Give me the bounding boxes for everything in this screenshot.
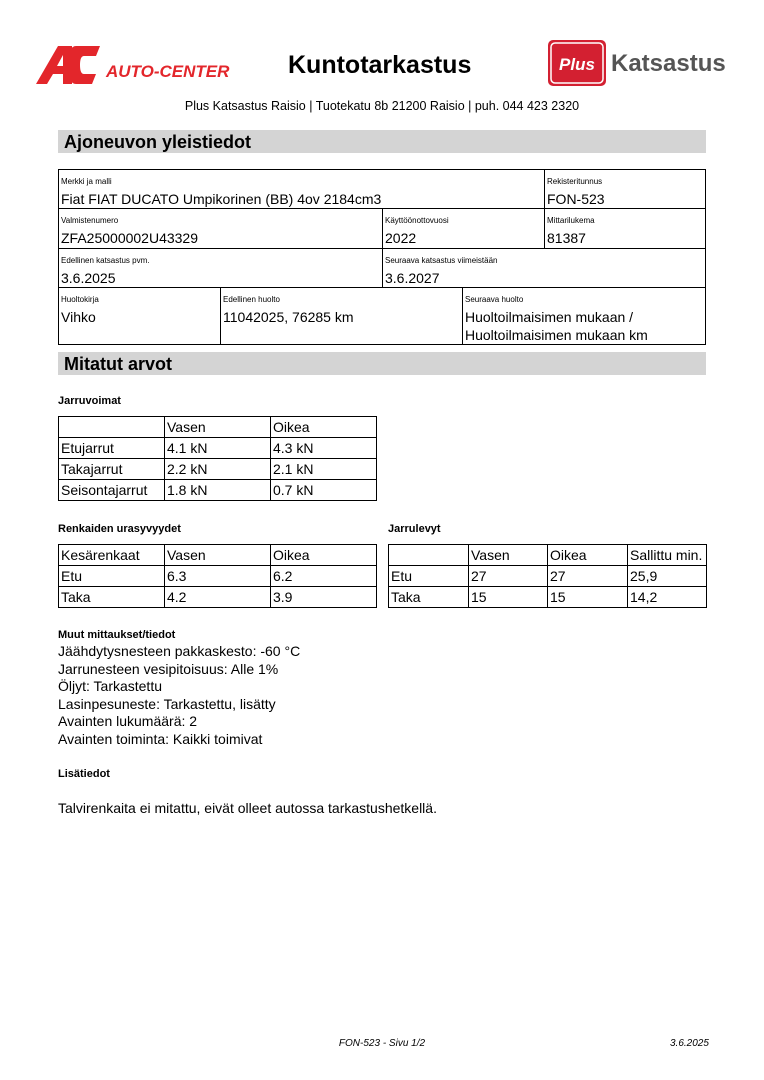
- table-cell: 4.1 kN: [165, 438, 271, 459]
- svg-text:Plus: Plus: [559, 55, 595, 74]
- contact-info: Plus Katsastus Raisio | Tuotekatu 8b 21200 Raisio | puh. 044 423 2320: [184, 99, 580, 113]
- page-title: Kuntotarkastus: [288, 51, 472, 79]
- next-service-value-line1: Huoltoilmaisimen mukaan /: [465, 309, 634, 325]
- table-cell: Oikea: [271, 545, 377, 566]
- list-item: Jarrunesteen vesipitoisuus: Alle 1%: [58, 660, 279, 677]
- next-inspection-label: Seuraava katsastus viimeistään: [385, 256, 498, 265]
- table-cell: Vasen: [165, 417, 271, 438]
- table-cell: 6.3: [165, 566, 271, 587]
- odometer-cell: [544, 208, 706, 249]
- table-cell: 0.7 kN: [271, 480, 377, 501]
- table-cell: 15: [469, 587, 548, 608]
- next-service-cell: [462, 287, 706, 345]
- table-cell: Sallittu min.: [628, 545, 707, 566]
- discs-table: [388, 544, 707, 608]
- list-item: Avainten lukumäärä: 2: [58, 713, 198, 729]
- plus-katsastus-logo: [546, 38, 730, 88]
- prev-service-cell: [220, 287, 463, 345]
- next-service-label: Seuraava huolto: [465, 295, 524, 304]
- table-row: [59, 438, 377, 459]
- table-cell: Kesärenkaat: [59, 545, 165, 566]
- table-cell: Taka: [59, 587, 165, 608]
- table-cell: [59, 417, 165, 438]
- table-cell: [389, 545, 469, 566]
- table-cell: 4.3 kN: [271, 438, 377, 459]
- prev-inspection-label: Edellinen katsastus pvm.: [61, 256, 150, 265]
- table-cell: Taka: [389, 587, 469, 608]
- make-model-value: Fiat FIAT DUCATO Umpikorinen (BB) 4ov 2184cm3: [61, 191, 382, 207]
- section-measured-heading: Mitatut arvot: [58, 352, 706, 375]
- table-header-row: [59, 417, 377, 438]
- table-cell: 27: [469, 566, 548, 587]
- table-cell: 4.2: [165, 587, 271, 608]
- list-item: Avainten toiminta: Kaikki toimivat: [58, 730, 263, 747]
- misc-list: [58, 643, 300, 748]
- first-use-value: 2022: [385, 230, 417, 246]
- discs-heading: Jarrulevyt: [388, 523, 441, 535]
- first-use-cell: [382, 208, 545, 249]
- tires-table: [58, 544, 377, 608]
- vin-label: Valmistenumero: [61, 216, 119, 225]
- svg-text:AUTO-CENTER: AUTO-CENTER: [106, 62, 230, 81]
- table-cell: Takajarrut: [59, 459, 165, 480]
- table-row: [389, 587, 707, 608]
- table-cell: 3.9: [271, 587, 377, 608]
- table-row: [59, 459, 377, 480]
- table-cell: Vasen: [469, 545, 548, 566]
- table-header-row: [59, 545, 377, 566]
- prev-service-value: 11042025, 76285 km: [223, 309, 354, 325]
- registration-label: Rekisteritunnus: [547, 177, 603, 186]
- footer-page-number: FON-523 - Sivu 1/2: [338, 1038, 426, 1049]
- service-book-cell: [58, 287, 221, 345]
- next-inspection-cell: [382, 248, 706, 288]
- section-general-heading: Ajoneuvon yleistiedot: [58, 130, 706, 153]
- registration-cell: [544, 169, 706, 209]
- table-cell: Etujarrut: [59, 438, 165, 459]
- table-cell: Vasen: [165, 545, 271, 566]
- table-cell: 2.1 kN: [271, 459, 377, 480]
- vin-value: ZFA25000002U43329: [61, 230, 198, 246]
- table-cell: Oikea: [271, 417, 377, 438]
- misc-heading: Muut mittaukset/tiedot: [58, 629, 176, 641]
- table-cell: 2.2 kN: [165, 459, 271, 480]
- table-row: [59, 566, 377, 587]
- auto-center-logo: [36, 44, 236, 88]
- vin-cell: [58, 208, 383, 249]
- service-book-value: Vihko: [61, 309, 96, 325]
- tires-heading: Renkaiden urasyvyydet: [58, 523, 181, 535]
- brakes-table: [58, 416, 377, 501]
- extra-text: Talvirenkaita ei mitattu, eivät olleet autossa tarkastushetkellä.: [58, 800, 437, 816]
- brakes-heading: Jarruvoimat: [58, 395, 121, 407]
- extra-heading: Lisätiedot: [58, 768, 110, 780]
- table-cell: 27: [548, 566, 628, 587]
- prev-inspection-value: 3.6.2025: [61, 270, 116, 286]
- table-cell: 6.2: [271, 566, 377, 587]
- table-cell: Etu: [59, 566, 165, 587]
- registration-value: FON-523: [547, 191, 605, 207]
- next-inspection-value: 3.6.2027: [385, 270, 440, 286]
- first-use-label: Käyttöönottovuosi: [385, 216, 449, 225]
- list-item: Lasinpesuneste: Tarkastettu, lisätty: [58, 695, 276, 712]
- svg-text:Katsastus: Katsastus: [611, 50, 726, 77]
- table-cell: 1.8 kN: [165, 480, 271, 501]
- table-cell: Oikea: [548, 545, 628, 566]
- list-item: Jäähdytysnesteen pakkaskesto: -60 °C: [58, 643, 301, 659]
- table-cell: Seisontajarrut: [59, 480, 165, 501]
- footer-date: 3.6.2025: [670, 1038, 709, 1049]
- table-cell: 14,2: [628, 587, 707, 608]
- table-row: [59, 587, 377, 608]
- prev-service-label: Edellinen huolto: [223, 295, 280, 304]
- table-row: [389, 566, 707, 587]
- odometer-label: Mittarilukema: [547, 216, 595, 225]
- table-cell: 25,9: [628, 566, 707, 587]
- make-model-cell: [58, 169, 545, 209]
- make-model-label: Merkki ja malli: [61, 177, 112, 186]
- odometer-value: 81387: [547, 230, 586, 246]
- prev-inspection-cell: [58, 248, 383, 288]
- table-cell: Etu: [389, 566, 469, 587]
- table-header-row: [389, 545, 707, 566]
- service-book-label: Huoltokirja: [61, 295, 99, 304]
- next-service-value-line2: Huoltoilmaisimen mukaan km: [465, 327, 648, 343]
- table-cell: 15: [548, 587, 628, 608]
- table-row: [59, 480, 377, 501]
- list-item: Öljyt: Tarkastettu: [58, 678, 163, 694]
